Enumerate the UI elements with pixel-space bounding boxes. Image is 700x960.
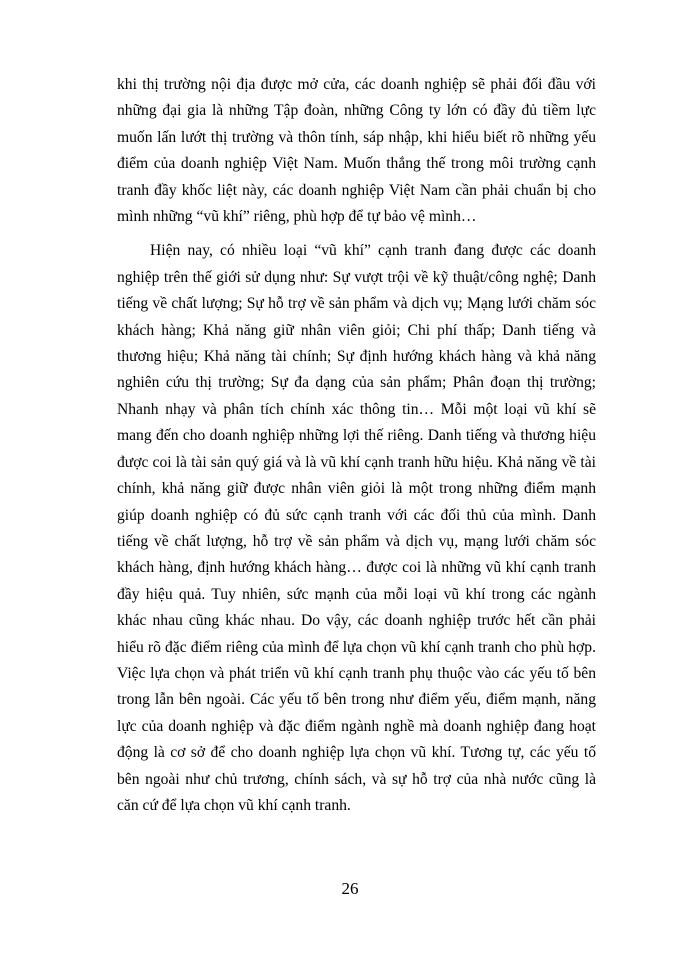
paragraph-competitive-weapons: Hiện nay, có nhiều loại “vũ khí” cạnh tranh đang được các doanh nghiệp trên thế giới sử dụng như: Sự vượt trội về kỹ thuật/công nghệ; Danh tiếng về chất lượng; Sự hỗ trợ về sản phẩm và dịch vụ; Mạng lưới chăm sóc khách hàng; Khả năng giữ nhân viên giỏi; Chi phí thấp; Danh tiếng và thương hiệu; Khả năng tài chính; Sự định hướng khách hàng và khả năng nghiên cứu thị trường; Sự đa dạng của sản phẩm; Phân đoạn thị trường; Nhanh nhạy và phân tích chính xác thông tin… Mỗi một loại vũ khí sẽ mang đến cho doanh nghiệp những lợi thế riêng. Danh tiếng và thương hiệu được coi là tài sản quý giá và là vũ khí cạnh tranh hữu hiệu. Khả năng về tài chính, khả năng giữ được nhân viên giỏi là một trong những điểm mạnh giúp doanh nghiệp có đủ sức cạnh tranh với các đối thủ của mình. Danh tiếng về chất lượng, hỗ trợ về sản phẩm và dịch vụ, mạng lưới chăm sóc khách hàng, định hướng khách hàng… được coi là những vũ khí cạnh tranh đầy hiệu quả. Tuy nhiên, sức mạnh của mỗi loại vũ khí trong các ngành khác nhau cũng khác nhau. Do vậy, các doanh nghiệp trước hết cần phải hiểu rõ đặc điểm riêng của mình để lựa chọn vũ khí cạnh tranh cho phù hợp. Việc lựa chọn và phát triển vũ khí cạnh tranh phụ thuộc vào các yếu tố bên trong lẫn bên ngoài. Các yếu tố bên trong như điểm yếu, điểm mạnh, năng lực của doanh nghiệp và đặc điểm ngành nghề mà doanh nghiệp đang hoạt động là cơ sở để cho doanh nghiệp lựa chọn vũ khí. Tương tự, các yếu tố bên ngoài như chủ trương, chính sách, và sự hỗ trợ của nhà nước cũng là căn cứ để lựa chọn vũ khí cạnh tranh.	[117, 242, 596, 814]
paragraph-continuation: khi thị trường nội địa được mở cửa, các doanh nghiệp sẽ phải đối đầu với những đại gia là những Tập đoàn, những Công ty lớn có đầy đủ tiềm lực muốn lấn lướt thị trường và thôn tính, sáp nhập, khi hiểu biết rõ những yếu điểm của doanh nghiệp Việt Nam. Muốn thắng thế trong môi trường cạnh tranh đầy khốc liệt này, các doanh nghiệp Việt Nam cần phải chuẩn bị cho mình những “vũ khí” riêng, phù hợp để tự bảo vệ mình…	[117, 76, 596, 226]
page-number: 26	[341, 879, 359, 898]
document-body	[117, 72, 596, 819]
